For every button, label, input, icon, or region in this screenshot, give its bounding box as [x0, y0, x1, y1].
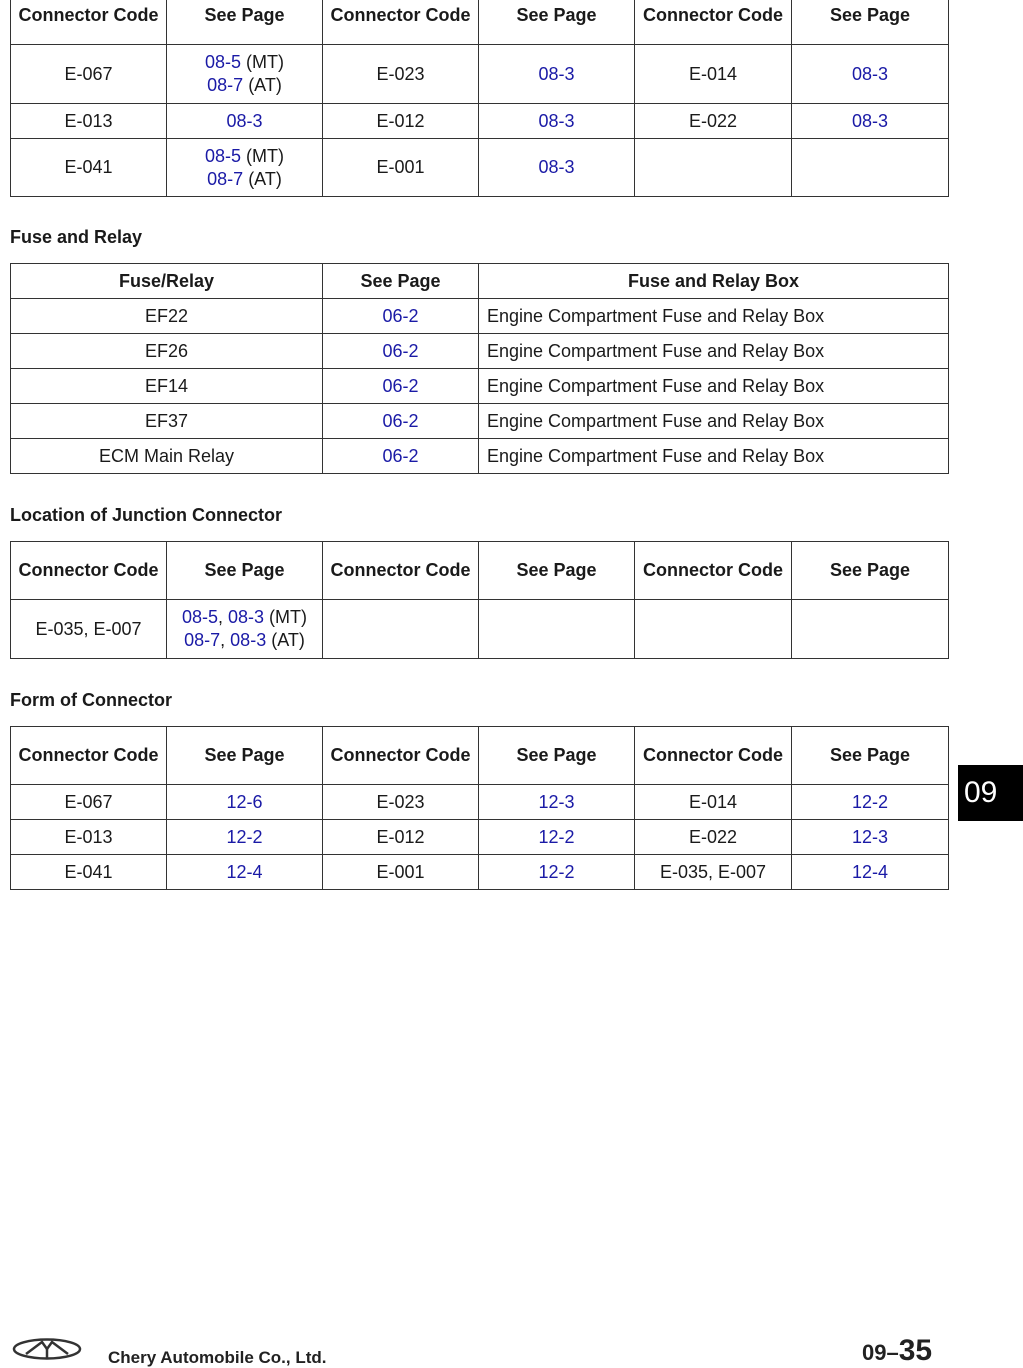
table-row — [11, 600, 949, 659]
chery-logo-icon — [12, 1338, 82, 1360]
connector-code: E-001 — [323, 139, 479, 197]
section-title-fuse-relay: Fuse and Relay — [10, 227, 143, 247]
page-link[interactable]: 08-5 — [204, 145, 242, 166]
connector-code: E-023 — [323, 785, 479, 820]
connector-code: E-023 — [323, 45, 479, 104]
separator: , — [220, 630, 231, 650]
table-header-row — [11, 0, 949, 45]
connector-code: E-001 — [323, 855, 479, 890]
header-see-page: See Page — [479, 0, 635, 45]
connector-code: E-067 — [11, 785, 167, 820]
page-link[interactable]: 08-3 — [167, 104, 323, 139]
connector-code: E-035, E-007 — [11, 600, 167, 659]
header-see-page: See Page — [323, 264, 479, 299]
empty-cell — [635, 600, 792, 659]
header-see-page: See Page — [167, 727, 323, 785]
empty-cell — [792, 139, 949, 197]
connector-code: E-013 — [11, 820, 167, 855]
header-connector-code: Connector Code — [635, 542, 792, 600]
note: (MT) — [264, 607, 308, 627]
header-connector-code: Connector Code — [11, 0, 167, 45]
header-connector-code: Connector Code — [635, 727, 792, 785]
footer-company: Chery Automobile Co., Ltd. — [108, 1348, 327, 1367]
table-row — [11, 299, 949, 334]
fuse-relay-table — [10, 263, 949, 474]
see-page-cell — [167, 45, 323, 104]
table-row — [11, 104, 949, 139]
connector-code: E-022 — [635, 104, 792, 139]
table-row — [11, 139, 949, 197]
page-number — [862, 1334, 932, 1368]
fuse-item: EF26 — [11, 334, 323, 369]
page-link[interactable]: 12-6 — [167, 785, 323, 820]
header-see-page: See Page — [792, 727, 949, 785]
page-link[interactable]: 08-5 — [204, 52, 242, 72]
relay-box: Engine Compartment Fuse and Relay Box — [479, 439, 949, 474]
header-fuse-relay-box: Fuse and Relay Box — [479, 264, 949, 299]
page-link[interactable]: 08-3 — [479, 139, 635, 197]
page-section: 09– — [862, 1340, 899, 1365]
section-title-form-of-connector: Form of Connector — [10, 690, 172, 710]
header-connector-code: Connector Code — [11, 542, 167, 600]
page-link[interactable]: 08-3 — [230, 630, 267, 650]
connector-code: E-022 — [635, 820, 792, 855]
fuse-item: EF37 — [11, 404, 323, 439]
header-see-page: See Page — [792, 0, 949, 45]
connector-code: E-014 — [635, 785, 792, 820]
fuse-item: ECM Main Relay — [11, 439, 323, 474]
header-fuse-relay: Fuse/Relay — [11, 264, 323, 299]
page-link[interactable]: 06-2 — [323, 299, 479, 334]
see-page-cell — [167, 139, 323, 197]
table-row — [11, 785, 949, 820]
connector-code: E-067 — [11, 45, 167, 104]
page-link[interactable]: 08-7 — [207, 75, 244, 95]
connector-code: E-041 — [11, 855, 167, 890]
page-link[interactable]: 08-3 — [792, 104, 949, 139]
see-page-cell — [167, 600, 323, 659]
page-link[interactable]: 12-2 — [167, 820, 323, 855]
note: (AT) — [266, 630, 305, 650]
table-row — [11, 439, 949, 474]
table-row — [11, 45, 949, 104]
page-link[interactable]: 12-2 — [792, 785, 949, 820]
form-connector-table — [10, 726, 949, 890]
connector-code: E-014 — [635, 45, 792, 104]
table-header-row — [11, 264, 949, 299]
note: (AT) — [243, 168, 282, 189]
empty-cell — [792, 600, 949, 659]
page-link[interactable]: 08-7 — [184, 630, 221, 650]
table-row — [11, 820, 949, 855]
relay-box: Engine Compartment Fuse and Relay Box — [479, 299, 949, 334]
page-link[interactable]: 08-3 — [479, 45, 635, 104]
empty-cell — [635, 139, 792, 197]
section-tab: 09 — [958, 765, 1023, 821]
table-row — [11, 369, 949, 404]
connector-code: E-012 — [323, 820, 479, 855]
junction-connector-table — [10, 541, 949, 659]
fuse-item: EF14 — [11, 369, 323, 404]
header-see-page: See Page — [479, 727, 635, 785]
page-link[interactable]: 08-7 — [207, 168, 244, 189]
connector-code: E-012 — [323, 104, 479, 139]
page-link[interactable]: 08-3 — [479, 104, 635, 139]
page-link[interactable]: 12-2 — [479, 820, 635, 855]
relay-box: Engine Compartment Fuse and Relay Box — [479, 334, 949, 369]
header-connector-code: Connector Code — [635, 0, 792, 45]
page-link[interactable]: 06-2 — [323, 439, 479, 474]
relay-box: Engine Compartment Fuse and Relay Box — [479, 369, 949, 404]
page-num: 35 — [898, 1334, 933, 1367]
header-connector-code: Connector Code — [323, 542, 479, 600]
page-link[interactable]: 06-2 — [323, 404, 479, 439]
note: (AT) — [243, 75, 282, 95]
table-row — [11, 855, 949, 890]
note: (MT) — [241, 52, 284, 72]
table-header-row — [11, 542, 949, 600]
separator: , — [218, 607, 229, 627]
page-link[interactable]: 08-3 — [792, 45, 949, 104]
fuse-item: EF22 — [11, 299, 323, 334]
page-link[interactable]: 12-4 — [167, 855, 323, 890]
header-see-page: See Page — [479, 542, 635, 600]
page-link[interactable]: 12-3 — [479, 785, 635, 820]
header-connector-code: Connector Code — [11, 727, 167, 785]
empty-cell — [479, 600, 635, 659]
header-see-page: See Page — [792, 542, 949, 600]
header-see-page: See Page — [167, 0, 323, 45]
header-connector-code: Connector Code — [323, 0, 479, 45]
connector-code: E-035, E-007 — [635, 855, 792, 890]
connector-code: E-041 — [11, 139, 167, 197]
page-link[interactable]: 06-2 — [323, 334, 479, 369]
table-header-row — [11, 727, 949, 785]
empty-cell — [323, 600, 479, 659]
page-link[interactable]: 12-2 — [479, 855, 635, 890]
table-row — [11, 404, 949, 439]
page-link[interactable]: 12-3 — [792, 820, 949, 855]
header-connector-code: Connector Code — [323, 727, 479, 785]
connector-code: E-013 — [11, 104, 167, 139]
relay-box: Engine Compartment Fuse and Relay Box — [479, 404, 949, 439]
page-link[interactable]: 08-5 — [181, 607, 218, 627]
note: (MT) — [241, 145, 284, 166]
page-link[interactable]: 12-4 — [792, 855, 949, 890]
connector-table — [10, 0, 949, 197]
page-link[interactable]: 08-3 — [228, 607, 265, 627]
header-see-page: See Page — [167, 542, 323, 600]
page-link[interactable]: 06-2 — [323, 369, 479, 404]
table-row — [11, 334, 949, 369]
section-title-junction-connector: Location of Junction Connector — [10, 505, 282, 525]
